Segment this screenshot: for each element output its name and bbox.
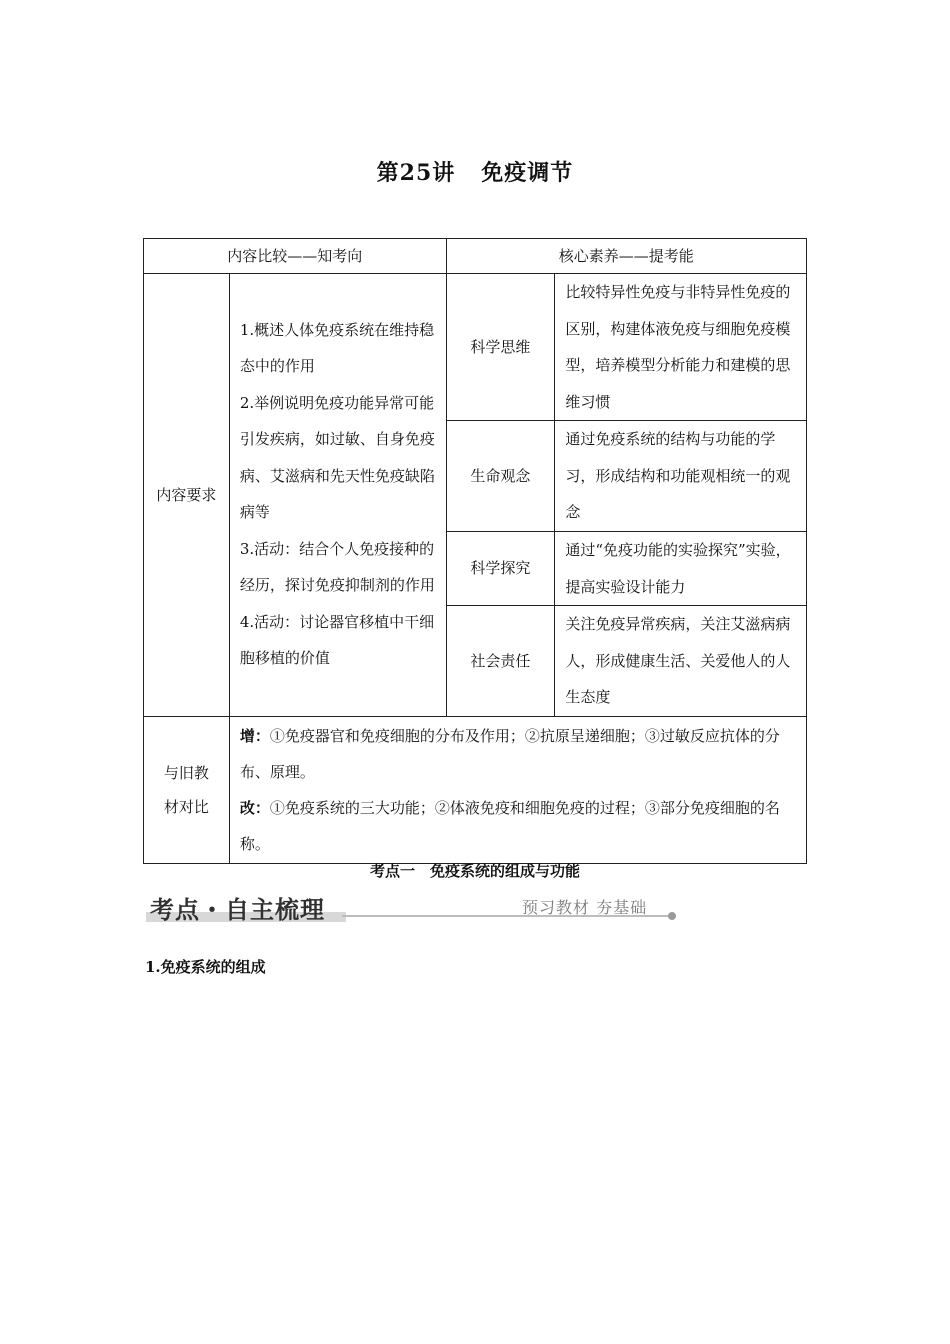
literacy-desc: 关注免疫异常疾病，关注艾滋病病人，形成健康生活、关爱他人的人生态度: [555, 606, 807, 717]
content-requirement-label: 内容要求: [144, 274, 230, 717]
table-row: [144, 717, 807, 864]
textbook-comparison-content: [229, 717, 806, 864]
page-title: [0, 156, 950, 187]
table-header-row: [144, 239, 807, 274]
comparison-label-line: 与旧教: [163, 764, 209, 782]
requirement-list: [229, 274, 446, 717]
literacy-name: 社会责任: [446, 606, 555, 717]
requirement-item: 1.概述人体免疫系统在维持稳态中的作用: [239, 320, 435, 375]
literacy-desc: 通过“免疫功能的实验探究”实验，提高实验设计能力: [555, 532, 807, 606]
requirement-item: 4.活动：讨论器官移植中干细胞移植的价值: [239, 612, 435, 667]
table-row: [144, 274, 807, 421]
topic-caption: 考点一 免疫系统的组成与功能: [369, 862, 580, 880]
overview-table: [143, 238, 807, 864]
changed-content: [240, 790, 794, 862]
literacy-name: 科学思维: [446, 274, 555, 421]
section-banner: [146, 888, 686, 928]
literacy-desc: 通过免疫系统的结构与功能的学习，形成结构和功能观相统一的观念: [555, 421, 807, 532]
changed-text: ①免疫系统的三大功能；②体液免疫和细胞免疫的过程；③部分免疫细胞的名称。: [239, 799, 780, 853]
added-text: ①免疫器官和免疫细胞的分布及作用；②抗原呈递细胞；③过敏反应抗体的分布、原理。: [239, 727, 780, 781]
changed-label: 改：: [239, 799, 270, 817]
banner-subtitle: 预习教材 夯基础: [522, 898, 648, 917]
literacy-desc: 比较特异性免疫与非特异性免疫的区别，构建体液免疫与细胞免疫模型，培养模型分析能力和建模的思维习惯: [555, 274, 807, 421]
header-core-literacy: 核心素养——提考能: [446, 239, 806, 274]
requirement-item: 2.举例说明免疫功能异常可能引发疾病，如过敏、自身免疫病、艾滋病和先天性免疫缺陷病等: [239, 393, 435, 521]
requirement-item: 3.活动：结合个人免疫接种的经历，探讨免疫抑制剂的作用: [239, 539, 435, 594]
added-content: [240, 718, 794, 790]
added-label: 增：: [239, 727, 270, 745]
banner-dot: [668, 912, 676, 920]
banner-title: 考点・自主梳理: [150, 896, 325, 924]
literacy-name: 科学探究: [446, 532, 555, 606]
header-content-comparison: 内容比较——知考向: [144, 239, 447, 274]
comparison-label-line: 材对比: [163, 798, 209, 816]
lecture-topic: 免疫调节: [481, 160, 574, 186]
literacy-name: 生命观念: [446, 421, 555, 532]
textbook-comparison-label: [144, 717, 230, 864]
section-heading: 1.免疫系统的组成: [145, 958, 266, 976]
lecture-number: 第25讲: [376, 160, 456, 186]
